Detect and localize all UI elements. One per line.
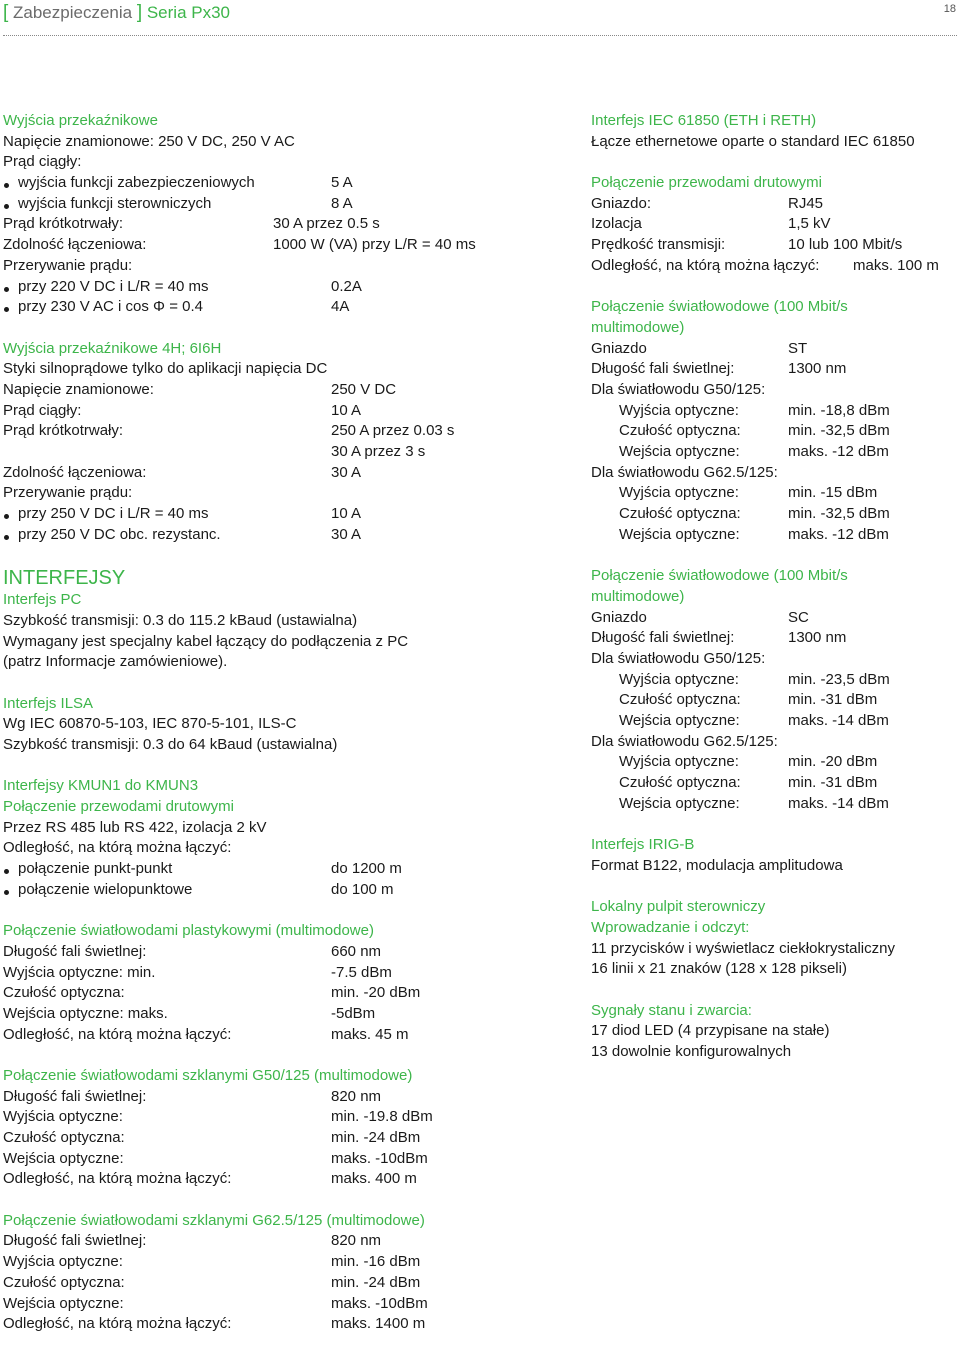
spec-line [3, 963, 563, 984]
spec-label: Wymagany jest specjalny kabel łączący do podłączenia z PC [3, 632, 409, 650]
spec-line [3, 735, 563, 756]
spec-value: min. -20 dBm [331, 984, 421, 1002]
spec-label: Wejścia optyczne: [619, 794, 740, 812]
spec-value: 30 A [331, 463, 362, 481]
spec-line [591, 670, 957, 691]
section-heading [591, 1001, 957, 1022]
spec-line [3, 838, 563, 859]
spec-value: min. -19.8 dBm [331, 1108, 433, 1126]
spec-value: min. -24 dBm [331, 1129, 421, 1146]
spec-value: 10 lub 100 Mbit/s [788, 236, 903, 254]
spec-line [3, 173, 563, 194]
spec-line [591, 401, 957, 422]
spec-label: Prędkość transmisji: [591, 236, 726, 254]
spec-label: Czułość optyczna: [3, 1273, 125, 1291]
spec-value: maks. -14 dBm [788, 794, 889, 812]
section-heading [591, 318, 957, 339]
spec-label: Czułość optyczna: [3, 984, 125, 1002]
spec-line [3, 1149, 563, 1170]
spec-label: Napięcie znamionowe: [3, 380, 154, 398]
spec-value: ST [788, 339, 808, 357]
spec-line [3, 442, 563, 463]
spec-label: 16 linii x 21 znaków (128 x 128 pikseli) [591, 960, 847, 978]
spec-value: 820 nm [331, 1087, 382, 1105]
spec-value: maks. -14 dBm [788, 711, 889, 729]
section-heading [591, 297, 957, 318]
spec-value: maks. 400 m [331, 1170, 417, 1188]
spec-value: maks. 45 m [331, 1025, 409, 1043]
spec-line [3, 632, 563, 653]
spec-value: min. -32,5 dBm [788, 422, 890, 440]
spec-label: Prąd ciągły: [3, 401, 82, 419]
spec-value: 10 A [331, 401, 362, 419]
spec-label: Odległość, na którą można łączyć: [3, 1170, 232, 1188]
spec-value: maks. -10dBm [331, 1149, 428, 1167]
spec-label: Zdolność łączeniowa: [3, 236, 147, 254]
spec-line [3, 256, 563, 277]
spec-line [3, 132, 563, 153]
bullet-label: połączenie punkt-punkt [3, 860, 172, 877]
spec-line [3, 859, 563, 880]
spec-value: maks. -12 dBm [788, 525, 889, 543]
spec-line [3, 1314, 563, 1335]
header-divider [3, 35, 957, 36]
section-heading [3, 921, 563, 942]
right-section [591, 566, 957, 814]
spec-line [3, 942, 563, 963]
spec-label: Przez RS 485 lub RS 422, izolacja 2 kV [3, 818, 267, 836]
spec-line [3, 1294, 563, 1315]
spec-label: Czułość optyczna: [619, 774, 741, 791]
left-section [3, 776, 563, 900]
spec-label: Wprowadzanie i odczyt: [591, 918, 750, 936]
spec-label: Połączenie światłowodowe (100 Mbit/s [591, 298, 848, 316]
spec-label: Szybkość transmisji: 0.3 do 64 kBaud (ustawialna) [3, 735, 338, 753]
spec-line [591, 732, 957, 753]
spec-label: Wyjścia optyczne: [619, 753, 739, 771]
spec-value: min. -15 dBm [788, 484, 878, 502]
spec-line [591, 794, 957, 815]
spec-line [3, 359, 563, 380]
spec-label: Izolacja [591, 215, 642, 233]
spec-label: Wejścia optyczne: [619, 711, 740, 729]
spec-line [3, 1231, 563, 1252]
spec-label: Wyjścia optyczne: [619, 670, 739, 688]
spec-label: Wyjścia optyczne: min. [3, 963, 156, 981]
spec-value: do 100 m [331, 880, 394, 898]
spec-label: 11 przycisków i wyświetlacz ciekłokrystaliczny [591, 939, 895, 957]
spec-value: SC [788, 608, 809, 626]
spec-value: min. -20 dBm [788, 753, 878, 771]
spec-line [3, 235, 563, 256]
spec-value: 30 A przez 0.5 s [273, 215, 380, 233]
section-heading [3, 339, 563, 360]
spec-line [591, 1021, 957, 1042]
spec-line [591, 856, 957, 877]
spec-value: 5 A [331, 174, 353, 192]
spec-line [3, 1273, 563, 1294]
spec-label: Wejścia optyczne: [3, 1149, 124, 1167]
spec-line [591, 194, 957, 215]
spec-line [591, 504, 957, 525]
spec-line [3, 525, 563, 546]
spec-label: Interfejs ILSA [3, 694, 94, 712]
spec-value: 8 A [331, 194, 353, 212]
spec-line [3, 504, 563, 525]
spec-value: 250 V DC [331, 380, 397, 398]
spec-label: Przerywanie prądu: [3, 256, 133, 274]
spec-line [591, 959, 957, 980]
spec-value: 30 A [331, 525, 362, 543]
spec-line [3, 463, 563, 484]
spec-line [3, 652, 563, 673]
spec-line [3, 1087, 563, 1108]
spec-label: Połączenie światłowodami plastykowymi (multimodowe) [3, 922, 374, 940]
right-column [591, 111, 957, 1083]
spec-label: Interfejsy KMUN1 do KMUN3 [3, 777, 199, 795]
section-heading [3, 111, 563, 132]
spec-value: 250 A przez 0.03 s [331, 422, 455, 440]
spec-label: Prąd krótkotrwały: [3, 215, 124, 233]
spec-label: Interfejs PC [3, 591, 82, 609]
spec-label: Sygnały stanu i zwarcia: [591, 1001, 752, 1019]
spec-label: 17 diod LED (4 przypisane na stałe) [591, 1022, 830, 1040]
left-section [3, 111, 563, 318]
section-heading [3, 694, 563, 715]
left-section [3, 1211, 563, 1335]
section-heading [3, 797, 563, 818]
spec-line [3, 1252, 563, 1273]
left-column [3, 111, 563, 1356]
section-heading [591, 173, 957, 194]
spec-label: Czułość optyczna: [3, 1129, 125, 1146]
spec-label: Odległość, na którą można łączyć: [3, 839, 232, 857]
spec-value: do 1200 m [331, 860, 402, 878]
spec-line [591, 235, 957, 256]
spec-value: 1300 nm [788, 360, 847, 378]
spec-label: Interfejs IEC 61850 (ETH i RETH) [591, 112, 817, 129]
spec-label: Czułość optyczna: [619, 691, 741, 709]
spec-label: Długość fali świetlnej: [591, 360, 735, 378]
spec-label: Długość fali świetlnej: [3, 942, 147, 960]
bullet-label: wyjścia funkcji zabezpieczeniowych [3, 174, 255, 191]
spec-label: Wg IEC 60870-5-103, IEC 870-5-101, ILS-C [3, 715, 297, 733]
spec-label: Dla światłowodu G50/125: [591, 649, 766, 667]
spec-label: Gniazdo: [591, 194, 652, 212]
spec-label: Lokalny pulpit sterowniczy [591, 898, 766, 916]
spec-line [591, 463, 957, 484]
spec-line [3, 1107, 563, 1128]
spec-line [3, 483, 563, 504]
right-section [591, 173, 957, 276]
section-heading [591, 918, 957, 939]
spec-value: maks. 1400 m [331, 1315, 426, 1333]
spec-value: 30 A przez 3 s [331, 443, 426, 460]
section-heading [591, 587, 957, 608]
spec-line [591, 421, 957, 442]
spec-line [591, 483, 957, 504]
spec-line [3, 297, 563, 318]
spec-line [3, 277, 563, 298]
spec-label: Połączenie światłowodami szklanymi G62.5/125 (multimodowe) [3, 1211, 425, 1229]
spec-label: Wyjścia optyczne: [619, 484, 739, 502]
right-section [591, 897, 957, 980]
spec-line [3, 983, 563, 1004]
spec-label: Dla światłowodu G62.5/125: [591, 463, 778, 481]
bullet-label: przy 250 V DC obc. rezystanc. [3, 526, 221, 543]
spec-line [3, 1169, 563, 1190]
spec-line [591, 256, 957, 277]
section-heading [3, 776, 563, 797]
spec-line [3, 818, 563, 839]
spec-label: Dla światłowodu G62.5/125: [591, 732, 778, 750]
spec-value: maks. -10dBm [331, 1294, 428, 1312]
spec-value: min. -32,5 dBm [788, 505, 890, 523]
spec-value: 1000 W (VA) przy L/R = 40 ms [273, 236, 476, 254]
spec-label: Interfejs IRIG-B [591, 836, 695, 854]
spec-label: INTERFEJSY [3, 567, 126, 590]
right-section [591, 111, 957, 152]
spec-label: Styki silnoprądowe tylko do aplikacji napięcia DC [3, 360, 328, 378]
spec-value: -7.5 dBm [331, 963, 392, 981]
spec-label: Wejścia optyczne: [619, 525, 740, 543]
spec-line [591, 608, 957, 629]
spec-value: min. -16 dBm [331, 1253, 421, 1271]
section-heading [3, 566, 563, 590]
spec-line [3, 194, 563, 215]
spec-line [3, 1004, 563, 1025]
spec-label: Czułość optyczna: [619, 505, 741, 523]
spec-label: Wyjścia optyczne: [3, 1253, 123, 1271]
spec-label: (patrz Informacje zamówieniowe). [3, 653, 228, 671]
spec-label: Połączenie przewodami drutowymi [591, 174, 822, 192]
spec-line [591, 339, 957, 360]
spec-value: 660 nm [331, 942, 382, 960]
spec-label: Długość fali świetlnej: [591, 629, 735, 647]
spec-line [591, 359, 957, 380]
spec-value: 0.2A [331, 277, 362, 295]
spec-line [3, 611, 563, 632]
bullet-label: połączenie wielopunktowe [3, 881, 192, 898]
right-section [591, 1001, 957, 1063]
spec-label: Prąd ciągły: [3, 153, 82, 171]
spec-line [591, 752, 957, 773]
spec-value: 10 A [331, 505, 362, 523]
spec-label: multimodowe) [591, 587, 685, 605]
spec-value: min. -31 dBm [788, 774, 878, 791]
header-series: Seria Px30 [146, 3, 231, 22]
spec-label: Długość fali świetlnej: [3, 1087, 147, 1105]
spec-label: multimodowe) [591, 318, 685, 336]
spec-line [591, 132, 957, 153]
spec-label: Długość fali świetlnej: [3, 1232, 147, 1250]
spec-line [591, 214, 957, 235]
spec-line [591, 649, 957, 670]
bullet-label: przy 220 V DC i L/R = 40 ms [3, 278, 209, 295]
right-section [591, 297, 957, 545]
header-section: Zabezpieczenia [13, 3, 133, 22]
spec-label: Połączenie przewodami drutowymi [3, 798, 234, 815]
right-section [591, 835, 957, 876]
section-heading [591, 835, 957, 856]
spec-line [3, 152, 563, 173]
spec-label: Połączenie światłowodowe (100 Mbit/s [591, 567, 848, 585]
spec-line [3, 880, 563, 901]
spec-label: Łącze ethernetowe oparte o standard IEC 61850 [591, 132, 915, 150]
spec-line [591, 773, 957, 794]
bullet-label: przy 230 V AC i cos Φ = 0.4 [3, 298, 203, 315]
spec-value: min. -23,5 dBm [788, 670, 890, 688]
spec-value: min. -18,8 dBm [788, 401, 890, 419]
page-number: 18 [943, 3, 956, 15]
spec-label: Wejścia optyczne: maks. [3, 1004, 168, 1022]
spec-label: Wejścia optyczne: [3, 1294, 124, 1312]
left-section [3, 339, 563, 546]
spec-line [3, 380, 563, 401]
bullet-label: wyjścia funkcji sterowniczych [3, 195, 211, 212]
bullet-label: przy 250 V DC i L/R = 40 ms [3, 505, 209, 522]
spec-line [3, 714, 563, 735]
spec-label: Odległość, na którą można łączyć: [3, 1315, 232, 1333]
left-section [3, 694, 563, 756]
spec-label: Gniazdo [591, 339, 647, 357]
spec-value: 1300 nm [788, 629, 847, 647]
spec-label: Dla światłowodu G50/125: [591, 380, 766, 398]
spec-value: 1,5 kV [788, 215, 831, 233]
left-section [3, 921, 563, 1045]
section-heading [3, 1066, 563, 1087]
left-section [3, 566, 563, 673]
spec-value: min. -24 dBm [331, 1273, 421, 1291]
spec-value: min. -31 dBm [788, 691, 878, 709]
section-heading [3, 590, 563, 611]
spec-label: Wyjścia optyczne: [619, 401, 739, 419]
spec-label: Format B122, modulacja amplitudowa [591, 856, 843, 874]
spec-label: Wejścia optyczne: [619, 443, 740, 460]
section-heading [591, 897, 957, 918]
spec-line [591, 628, 957, 649]
spec-value: maks. -12 dBm [788, 443, 889, 460]
left-section [3, 1066, 563, 1190]
spec-value: 820 nm [331, 1232, 382, 1250]
spec-label: Odległość, na którą można łączyć: [591, 256, 820, 274]
spec-line [591, 711, 957, 732]
spec-line [591, 1042, 957, 1063]
spec-label: Wyjścia przekaźnikowe [3, 112, 158, 129]
spec-value: maks. 100 m [853, 256, 939, 274]
spec-line [3, 214, 563, 235]
spec-label: 13 dowolnie konfigurowalnych [591, 1042, 792, 1060]
spec-label: Wyjścia optyczne: [3, 1108, 123, 1126]
spec-line [3, 1128, 563, 1149]
spec-line [591, 690, 957, 711]
section-heading [591, 111, 957, 132]
spec-label: Gniazdo [591, 608, 647, 626]
spec-line [3, 421, 563, 442]
spec-label: Wyjścia przekaźnikowe 4H; 6I6H [3, 339, 222, 357]
page-header: [ Zabezpieczenia ] Seria Px30 [3, 2, 231, 23]
section-heading [591, 566, 957, 587]
spec-label: Szybkość transmisji: 0.3 do 115.2 kBaud (ustawialna) [3, 611, 358, 629]
spec-line [3, 401, 563, 422]
spec-value: RJ45 [788, 194, 824, 212]
spec-line [591, 442, 957, 463]
spec-label: Napięcie znamionowe: 250 V DC, 250 V AC [3, 132, 295, 150]
spec-line [591, 939, 957, 960]
spec-label: Prąd krótkotrwały: [3, 422, 124, 440]
spec-label: Odległość, na którą można łączyć: [3, 1025, 232, 1043]
spec-label: Zdolność łączeniowa: [3, 463, 147, 481]
section-heading [3, 1211, 563, 1232]
spec-label: Czułość optyczna: [619, 422, 741, 440]
spec-line [3, 1025, 563, 1046]
spec-label: Przerywanie prądu: [3, 484, 133, 502]
spec-line [591, 380, 957, 401]
spec-value: -5dBm [331, 1004, 376, 1022]
spec-line [591, 525, 957, 546]
spec-label: Połączenie światłowodami szklanymi G50/125 (multimodowe) [3, 1066, 413, 1084]
spec-value: 4A [331, 298, 350, 316]
